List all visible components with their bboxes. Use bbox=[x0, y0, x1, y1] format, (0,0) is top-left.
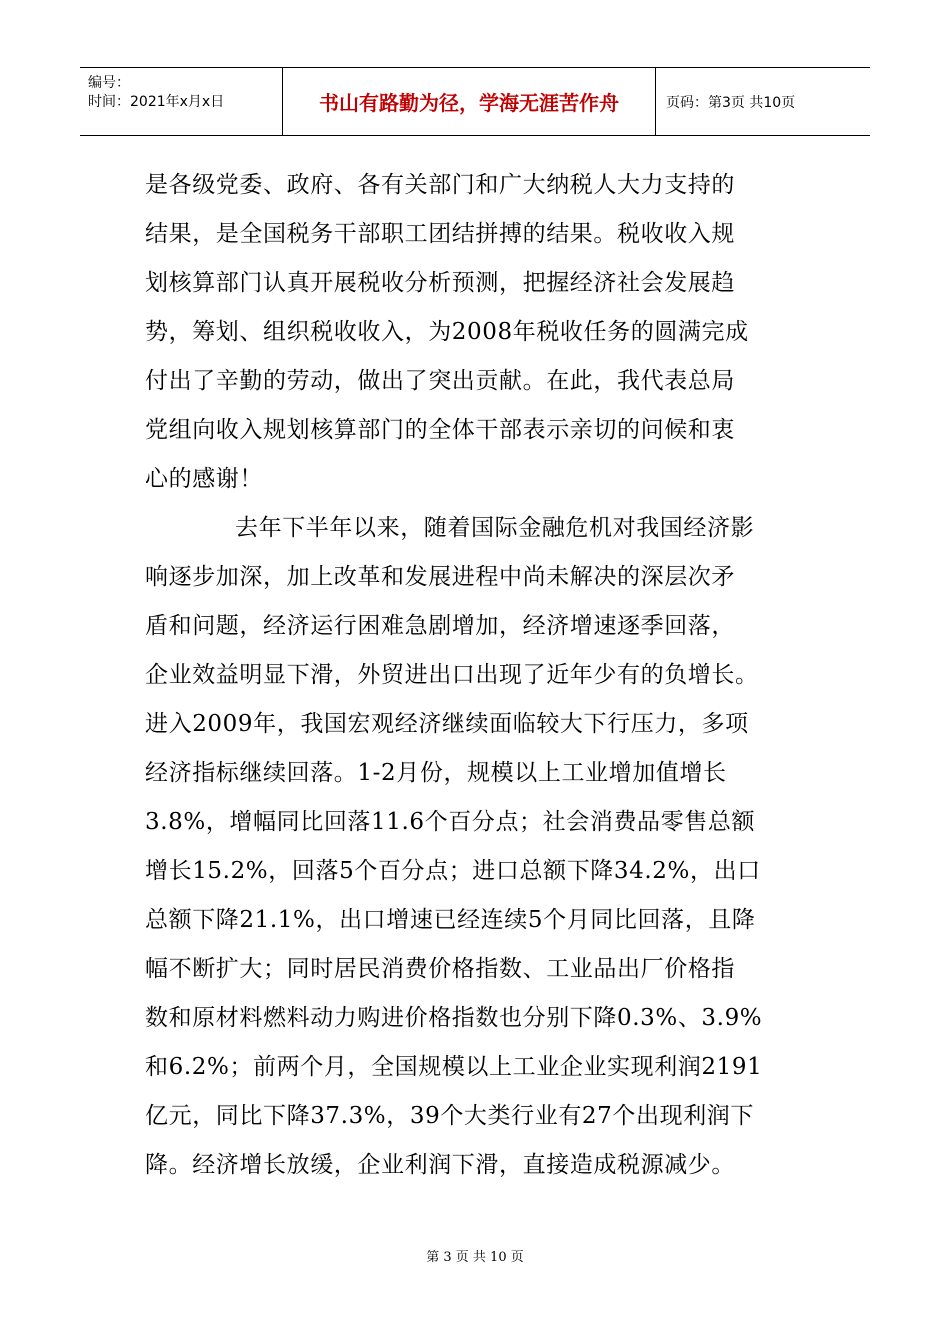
header-page-code-cell bbox=[656, 68, 870, 135]
text-line: 去年下半年以来，随着国际金融危机对我国经济影 bbox=[235, 515, 755, 541]
text-line: 进入2009年，我国宏观经济继续面临较大下行压力，多项 bbox=[145, 711, 749, 737]
number-label: 编号： bbox=[88, 75, 130, 91]
text-line: 增长15.2%，回落5个百分点；进口总额下降34.2%，出口 bbox=[145, 858, 761, 884]
page-code: 页码：第3页 共10页 bbox=[666, 94, 796, 111]
text-line: 3.8%，增幅同比回落11.6个百分点；社会消费品零售总额 bbox=[145, 809, 756, 835]
text-line: 盾和问题，经济运行困难急剧增加，经济增速逐季回落， bbox=[145, 613, 735, 639]
text-line: 党组向收入规划核算部门的全体干部表示亲切的问候和衷 bbox=[145, 417, 735, 443]
page-footer: 第 3 页 共 10 页 bbox=[426, 1250, 524, 1265]
paragraph bbox=[145, 161, 805, 504]
text-line: 经济指标继续回落。1-2月份，规模以上工业增加值增长 bbox=[145, 760, 727, 786]
text-line: 和6.2%；前两个月，全国规模以上工业企业实现利润2191 bbox=[145, 1054, 763, 1080]
paragraph bbox=[145, 504, 805, 1190]
text-line: 响逐步加深，加上改革和发展进程中尚未解决的深层次矛 bbox=[145, 564, 735, 590]
text-line: 是各级党委、政府、各有关部门和广大纳税人大力支持的 bbox=[145, 172, 735, 198]
text-line: 总额下降21.1%，出口增速已经连续5个月同比回落，且降 bbox=[145, 907, 756, 933]
text-line: 数和原材料燃料动力购进价格指数也分别下降0.3%、3.9% bbox=[145, 1005, 763, 1031]
text-line: 势，筹划、组织税收收入，为2008年税收任务的圆满完成 bbox=[145, 319, 749, 345]
text-line: 幅不断扩大；同时居民消费价格指数、工业品出厂价格指 bbox=[145, 956, 735, 982]
text-line: 心的感谢！ bbox=[145, 466, 263, 492]
text-line: 付出了辛勤的劳动，做出了突出贡献。在此，我代表总局 bbox=[145, 368, 735, 394]
text-line: 企业效益明显下滑，外贸进出口出现了近年少有的负增长。 bbox=[145, 662, 759, 688]
header-meta bbox=[80, 68, 283, 135]
text-line: 亿元，同比下降37.3%，39个大类行业有27个出现利润下 bbox=[145, 1103, 754, 1129]
time-label: 时间：2021年x月x日 bbox=[88, 94, 225, 110]
text-line: 结果，是全国税务干部职工团结拼搏的结果。税收收入规 bbox=[145, 221, 735, 247]
page-header bbox=[80, 67, 870, 136]
text-line: 降。经济增长放缓，企业利润下滑，直接造成税源减少。 bbox=[145, 1152, 735, 1178]
motto: 书山有路勤为径，学海无涯苦作舟 bbox=[319, 91, 619, 115]
text-line: 划核算部门认真开展税收分析预测，把握经济社会发展趋 bbox=[145, 270, 735, 296]
document-body bbox=[145, 161, 805, 1190]
header-motto-cell bbox=[283, 68, 656, 135]
